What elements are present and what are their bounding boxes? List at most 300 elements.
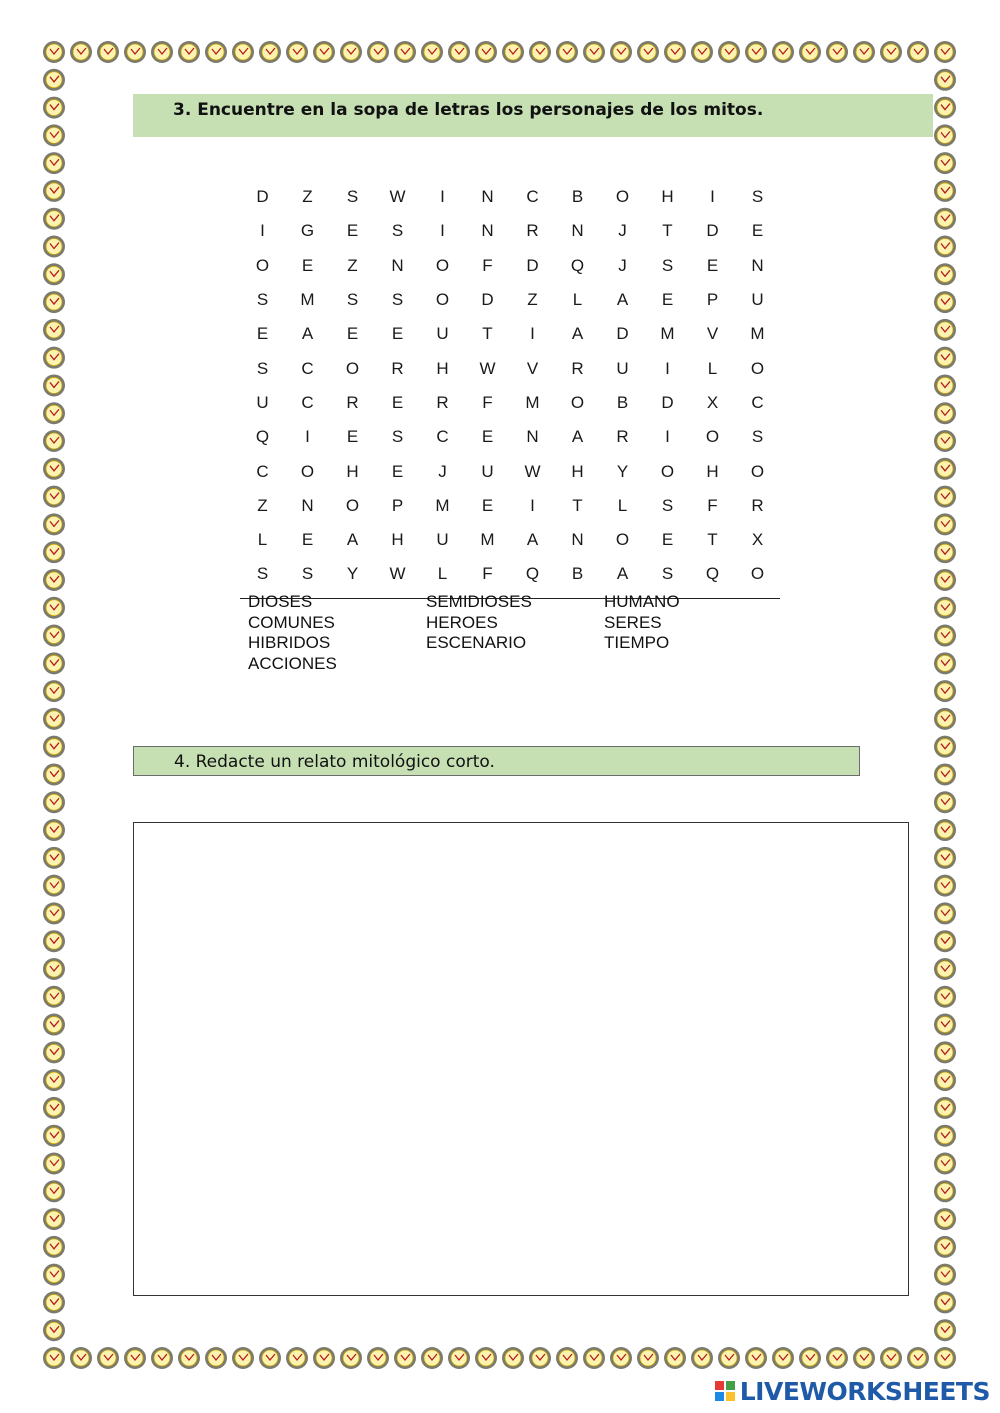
grid-cell[interactable]: Q xyxy=(570,255,585,275)
clock-icon xyxy=(745,1347,767,1369)
clock-icon xyxy=(718,41,740,63)
clock-icon xyxy=(43,430,65,452)
clock-icon xyxy=(259,41,281,63)
clock-icon xyxy=(43,958,65,980)
clock-icon xyxy=(880,41,902,63)
clock-icon xyxy=(43,1264,65,1286)
clock-icon xyxy=(934,569,956,591)
brand-footer xyxy=(714,1376,990,1406)
clock-icon xyxy=(43,569,65,591)
grid-cell[interactable]: T xyxy=(482,324,493,344)
grid-cell[interactable]: O xyxy=(615,187,630,207)
clock-icon xyxy=(43,1097,65,1119)
grid-cell[interactable]: D xyxy=(526,255,539,275)
clock-icon xyxy=(43,291,65,313)
grid-cell[interactable]: E xyxy=(346,324,359,344)
grid-cell[interactable]: N xyxy=(571,221,584,241)
clock-icon xyxy=(43,625,65,647)
task3-instruction: 3. Encuentre en la sopa de letras los personajes de los mitos. xyxy=(133,94,933,137)
grid-cell[interactable]: A xyxy=(301,324,314,344)
clock-icon xyxy=(151,1347,173,1369)
word-list-item: ACCIONES xyxy=(248,653,337,673)
clock-icon xyxy=(394,1347,416,1369)
clock-icon xyxy=(934,152,956,174)
grid-cell[interactable]: I xyxy=(665,427,670,447)
clock-icon xyxy=(934,763,956,785)
grid-cell[interactable]: O xyxy=(435,290,450,310)
grid-cell[interactable]: E xyxy=(391,461,404,481)
clock-icon xyxy=(43,819,65,841)
clock-icon xyxy=(772,1347,794,1369)
grid-cell[interactable]: N xyxy=(481,221,494,241)
clock-icon xyxy=(934,291,956,313)
grid-cell[interactable]: D xyxy=(706,221,719,241)
grid-cell[interactable]: O xyxy=(750,564,765,584)
grid-cell[interactable]: C xyxy=(526,187,539,207)
clock-icon xyxy=(556,1347,578,1369)
grid-cell[interactable]: D xyxy=(616,324,629,344)
grid-cell[interactable]: Q xyxy=(255,427,270,447)
clock-icon xyxy=(43,1291,65,1313)
grid-cell[interactable]: F xyxy=(482,255,493,275)
clock-icon xyxy=(43,763,65,785)
clock-icon xyxy=(43,1208,65,1230)
clock-icon xyxy=(934,1208,956,1230)
grid-cell[interactable]: C xyxy=(256,461,269,481)
grid-cell[interactable]: I xyxy=(305,427,310,447)
grid-cell[interactable]: A xyxy=(616,290,629,310)
clock-icon xyxy=(934,930,956,952)
clock-icon xyxy=(43,458,65,480)
grid-cell[interactable]: I xyxy=(440,187,445,207)
clock-icon xyxy=(637,41,659,63)
clock-icon xyxy=(934,41,956,63)
grid-cell[interactable]: L xyxy=(707,358,718,378)
grid-cell[interactable]: U xyxy=(751,290,764,310)
clock-icon xyxy=(43,736,65,758)
clock-icon xyxy=(934,319,956,341)
grid-cell[interactable]: U xyxy=(256,392,269,412)
clock-icon xyxy=(934,430,956,452)
grid-cell[interactable]: A xyxy=(526,530,539,550)
grid-row xyxy=(240,317,780,351)
grid-cell[interactable]: H xyxy=(706,461,719,481)
clock-icon xyxy=(448,41,470,63)
grid-cell[interactable]: N xyxy=(571,530,584,550)
grid-cell[interactable]: Y xyxy=(346,564,359,584)
clock-icon xyxy=(502,41,524,63)
liveworksheets-logo-icon xyxy=(714,1379,736,1403)
word-list-item: HUMANO xyxy=(604,592,680,611)
grid-row xyxy=(240,523,780,557)
clock-icon xyxy=(799,1347,821,1369)
grid-cell[interactable]: F xyxy=(482,392,493,412)
clock-icon xyxy=(934,902,956,924)
grid-row xyxy=(240,283,780,317)
clock-icon xyxy=(934,208,956,230)
grid-cell[interactable]: R xyxy=(391,358,404,378)
grid-cell[interactable]: M xyxy=(300,290,315,310)
grid-cell[interactable]: J xyxy=(618,255,627,275)
clock-icon xyxy=(934,69,956,91)
clock-icon xyxy=(313,41,335,63)
clock-icon xyxy=(43,986,65,1008)
clock-icon xyxy=(934,652,956,674)
grid-cell[interactable]: S xyxy=(661,495,674,515)
grid-cell[interactable]: B xyxy=(616,392,629,412)
clock-icon xyxy=(529,1347,551,1369)
grid-cell[interactable]: L xyxy=(572,290,583,310)
grid-cell[interactable]: S xyxy=(391,290,404,310)
clock-icon xyxy=(43,1347,65,1369)
grid-cell[interactable]: Z xyxy=(257,495,268,515)
clock-icon xyxy=(43,319,65,341)
grid-cell[interactable]: I xyxy=(260,221,265,241)
clock-icon xyxy=(43,124,65,146)
answer-box[interactable] xyxy=(133,822,909,1296)
grid-cell[interactable]: F xyxy=(707,495,718,515)
grid-cell[interactable]: L xyxy=(257,530,268,550)
grid-cell[interactable]: I xyxy=(530,324,535,344)
grid-cell[interactable]: C xyxy=(436,427,449,447)
clock-icon xyxy=(934,402,956,424)
clock-icon xyxy=(880,1347,902,1369)
clock-icon xyxy=(43,347,65,369)
clock-icon xyxy=(934,736,956,758)
grid-cell[interactable]: A xyxy=(616,564,629,584)
grid-cell[interactable]: U xyxy=(481,461,494,481)
word-list-item: COMUNES xyxy=(248,612,335,632)
grid-cell[interactable]: U xyxy=(436,324,449,344)
grid-cell[interactable]: S xyxy=(346,290,359,310)
grid-cell[interactable]: H xyxy=(661,187,674,207)
grid-cell[interactable]: H xyxy=(391,530,404,550)
grid-cell[interactable]: O xyxy=(705,427,720,447)
grid-cell[interactable]: S xyxy=(751,427,764,447)
clock-icon xyxy=(934,819,956,841)
grid-cell[interactable]: O xyxy=(255,255,270,275)
grid-cell[interactable]: D xyxy=(256,187,269,207)
grid-cell[interactable]: O xyxy=(345,495,360,515)
clock-icon xyxy=(934,1319,956,1341)
clock-icon xyxy=(232,41,254,63)
grid-cell[interactable]: C xyxy=(301,392,314,412)
grid-cell[interactable]: O xyxy=(660,461,675,481)
grid-cell[interactable]: N xyxy=(301,495,314,515)
grid-cell[interactable]: U xyxy=(616,358,629,378)
word-list-item: HIBRIDOS xyxy=(248,633,331,652)
grid-cell[interactable]: V xyxy=(526,358,539,378)
grid-cell[interactable]: E xyxy=(706,255,719,275)
grid-cell[interactable]: R xyxy=(616,427,629,447)
clock-icon xyxy=(637,1347,659,1369)
grid-cell[interactable]: R xyxy=(346,392,359,412)
grid-cell[interactable]: O xyxy=(615,530,630,550)
clock-icon xyxy=(70,41,92,63)
clock-icon xyxy=(934,791,956,813)
grid-cell[interactable]: E xyxy=(346,427,359,447)
grid-cell[interactable]: C xyxy=(301,358,314,378)
word-list-item: SERES xyxy=(604,612,662,632)
clock-icon xyxy=(934,347,956,369)
grid-cell[interactable]: E xyxy=(301,530,314,550)
clock-icon xyxy=(772,41,794,63)
clock-icon xyxy=(43,1041,65,1063)
clock-icon xyxy=(259,1347,281,1369)
grid-row xyxy=(240,351,780,385)
clock-icon xyxy=(43,513,65,535)
grid-cell[interactable]: O xyxy=(300,461,315,481)
clock-icon xyxy=(43,263,65,285)
word-search-grid xyxy=(240,180,780,599)
grid-cell[interactable]: E xyxy=(751,221,764,241)
clock-icon xyxy=(421,41,443,63)
grid-cell[interactable]: E xyxy=(661,290,674,310)
grid-cell[interactable]: R xyxy=(571,358,584,378)
grid-cell[interactable]: Q xyxy=(705,564,720,584)
grid-cell[interactable]: U xyxy=(436,530,449,550)
clock-icon xyxy=(178,41,200,63)
clock-icon xyxy=(286,1347,308,1369)
clock-icon xyxy=(232,1347,254,1369)
clock-icon xyxy=(394,41,416,63)
clock-icon xyxy=(745,41,767,63)
grid-cell[interactable]: S xyxy=(256,358,269,378)
grid-cell[interactable]: R xyxy=(751,495,764,515)
clock-icon xyxy=(43,1069,65,1091)
grid-cell[interactable]: W xyxy=(389,187,406,207)
clock-icon xyxy=(70,1347,92,1369)
clock-icon xyxy=(934,1291,956,1313)
grid-cell[interactable]: W xyxy=(389,564,406,584)
clock-icon xyxy=(43,208,65,230)
grid-cell[interactable]: S xyxy=(751,187,764,207)
clock-icon xyxy=(934,708,956,730)
clock-icon xyxy=(97,1347,119,1369)
grid-cell[interactable]: I xyxy=(440,221,445,241)
clock-icon xyxy=(934,97,956,119)
grid-cell[interactable]: M xyxy=(435,495,450,515)
clock-icon xyxy=(43,486,65,508)
grid-cell[interactable]: H xyxy=(571,461,584,481)
clock-icon xyxy=(43,1125,65,1147)
grid-cell[interactable]: O xyxy=(435,255,450,275)
grid-cell[interactable]: V xyxy=(706,324,719,344)
grid-cell[interactable]: B xyxy=(571,564,584,584)
clock-icon xyxy=(691,1347,713,1369)
task4-instruction: 4. Redacte un relato mitológico corto. xyxy=(133,746,860,776)
grid-cell[interactable]: R xyxy=(526,221,539,241)
clock-icon xyxy=(583,41,605,63)
grid-cell[interactable]: L xyxy=(617,495,628,515)
clock-icon xyxy=(43,902,65,924)
grid-cell[interactable]: B xyxy=(571,187,584,207)
clock-icon xyxy=(934,597,956,619)
grid-cell[interactable]: E xyxy=(661,530,674,550)
clock-icon xyxy=(43,1180,65,1202)
clock-icon xyxy=(610,1347,632,1369)
clock-icon xyxy=(340,1347,362,1369)
grid-cell[interactable]: O xyxy=(750,461,765,481)
grid-cell[interactable]: F xyxy=(482,564,493,584)
clock-icon xyxy=(934,1236,956,1258)
clock-icon xyxy=(43,708,65,730)
clock-icon xyxy=(934,236,956,258)
clock-icon xyxy=(934,124,956,146)
clock-icon xyxy=(475,1347,497,1369)
grid-cell[interactable]: Z xyxy=(302,187,313,207)
word-list-item: DIOSES xyxy=(248,592,313,611)
grid-cell[interactable]: S xyxy=(661,255,674,275)
clock-icon xyxy=(934,1180,956,1202)
clock-icon xyxy=(583,1347,605,1369)
clock-icon xyxy=(907,41,929,63)
clock-icon xyxy=(43,652,65,674)
grid-cell[interactable]: Z xyxy=(527,290,538,310)
grid-cell[interactable]: N xyxy=(526,427,539,447)
clock-icon xyxy=(934,1097,956,1119)
grid-cell[interactable]: P xyxy=(706,290,719,310)
clock-icon xyxy=(43,374,65,396)
clock-icon xyxy=(367,41,389,63)
grid-cell[interactable]: Z xyxy=(347,255,358,275)
grid-cell[interactable]: Q xyxy=(525,564,540,584)
clock-icon xyxy=(934,486,956,508)
grid-cell[interactable]: S xyxy=(346,187,359,207)
clock-icon xyxy=(502,1347,524,1369)
grid-cell[interactable]: S xyxy=(256,564,269,584)
clock-icon xyxy=(907,1347,929,1369)
clock-icon xyxy=(43,1319,65,1341)
grid-cell[interactable]: M xyxy=(750,324,765,344)
clock-icon xyxy=(43,152,65,174)
grid-cell[interactable]: P xyxy=(391,495,404,515)
clock-icon xyxy=(934,958,956,980)
clock-icon xyxy=(313,1347,335,1369)
grid-cell[interactable]: T xyxy=(662,221,673,241)
clock-icon xyxy=(367,1347,389,1369)
grid-row xyxy=(240,420,780,454)
grid-cell[interactable]: S xyxy=(391,221,404,241)
clock-icon xyxy=(43,541,65,563)
clock-icon xyxy=(43,1014,65,1036)
word-list-item: TIEMPO xyxy=(604,633,670,652)
grid-cell[interactable]: M xyxy=(480,530,495,550)
clock-icon xyxy=(124,1347,146,1369)
grid-cell[interactable]: H xyxy=(436,358,449,378)
clock-icon xyxy=(448,1347,470,1369)
clock-icon xyxy=(934,263,956,285)
word-list-item: SEMIDIOSES xyxy=(426,592,532,611)
clock-icon xyxy=(826,41,848,63)
grid-cell[interactable]: I xyxy=(665,358,670,378)
grid-cell[interactable]: N xyxy=(481,187,494,207)
clock-icon xyxy=(664,1347,686,1369)
clock-icon xyxy=(934,1347,956,1369)
grid-cell[interactable]: J xyxy=(618,221,627,241)
clock-icon xyxy=(556,41,578,63)
clock-icon xyxy=(43,69,65,91)
grid-cell[interactable]: A xyxy=(571,427,584,447)
grid-cell[interactable]: X xyxy=(706,392,719,412)
grid-cell[interactable]: D xyxy=(661,392,674,412)
clock-icon xyxy=(934,625,956,647)
grid-cell[interactable]: H xyxy=(346,461,359,481)
clock-icon xyxy=(934,986,956,1008)
clock-icon xyxy=(205,41,227,63)
clock-icon xyxy=(853,41,875,63)
grid-cell[interactable]: L xyxy=(437,564,448,584)
word-list-item: ESCENARIO xyxy=(426,633,527,652)
clock-icon xyxy=(286,41,308,63)
clock-icon xyxy=(43,41,65,63)
clock-icon xyxy=(43,847,65,869)
grid-cell[interactable]: J xyxy=(438,461,447,481)
grid-cell[interactable]: A xyxy=(346,530,359,550)
grid-cell[interactable]: M xyxy=(660,324,675,344)
grid-cell[interactable]: O xyxy=(345,358,360,378)
grid-cell[interactable]: G xyxy=(300,221,315,241)
clock-icon xyxy=(43,930,65,952)
clock-icon xyxy=(853,1347,875,1369)
clock-icon xyxy=(934,1125,956,1147)
clock-icon xyxy=(934,458,956,480)
clock-icon xyxy=(43,680,65,702)
grid-cell[interactable]: E xyxy=(391,324,404,344)
clock-icon xyxy=(934,541,956,563)
clock-icon xyxy=(43,97,65,119)
word-list xyxy=(248,592,768,674)
grid-cell[interactable]: T xyxy=(572,495,583,515)
grid-cell[interactable]: X xyxy=(751,530,764,550)
clock-icon xyxy=(43,597,65,619)
clock-icon xyxy=(97,41,119,63)
clock-icon xyxy=(43,236,65,258)
clock-icon xyxy=(664,41,686,63)
grid-cell[interactable]: E xyxy=(301,255,314,275)
grid-cell[interactable]: S xyxy=(391,427,404,447)
grid-cell[interactable]: C xyxy=(751,392,764,412)
clock-icon xyxy=(43,791,65,813)
grid-cell[interactable]: O xyxy=(750,358,765,378)
clock-icon xyxy=(178,1347,200,1369)
grid-cell[interactable]: T xyxy=(707,530,718,550)
grid-cell[interactable]: I xyxy=(710,187,715,207)
clock-icon xyxy=(934,1041,956,1063)
grid-cell[interactable]: E xyxy=(391,392,404,412)
grid-cell[interactable]: S xyxy=(256,290,269,310)
grid-cell[interactable]: N xyxy=(391,255,404,275)
grid-cell[interactable]: N xyxy=(751,255,764,275)
grid-cell[interactable]: E xyxy=(481,495,494,515)
grid-cell[interactable]: E xyxy=(346,221,359,241)
grid-cell[interactable]: E xyxy=(481,427,494,447)
grid-cell[interactable]: M xyxy=(525,392,540,412)
grid-cell[interactable]: A xyxy=(571,324,584,344)
grid-cell[interactable]: O xyxy=(570,392,585,412)
grid-cell[interactable]: I xyxy=(530,495,535,515)
grid-cell[interactable]: R xyxy=(436,392,449,412)
grid-cell[interactable]: E xyxy=(256,324,269,344)
grid-cell[interactable]: S xyxy=(661,564,674,584)
clock-icon xyxy=(43,402,65,424)
clock-icon xyxy=(340,41,362,63)
grid-cell[interactable]: W xyxy=(479,358,496,378)
grid-cell[interactable]: W xyxy=(524,461,541,481)
grid-cell[interactable]: S xyxy=(301,564,314,584)
grid-cell[interactable]: D xyxy=(481,290,494,310)
grid-cell[interactable]: Y xyxy=(616,461,629,481)
